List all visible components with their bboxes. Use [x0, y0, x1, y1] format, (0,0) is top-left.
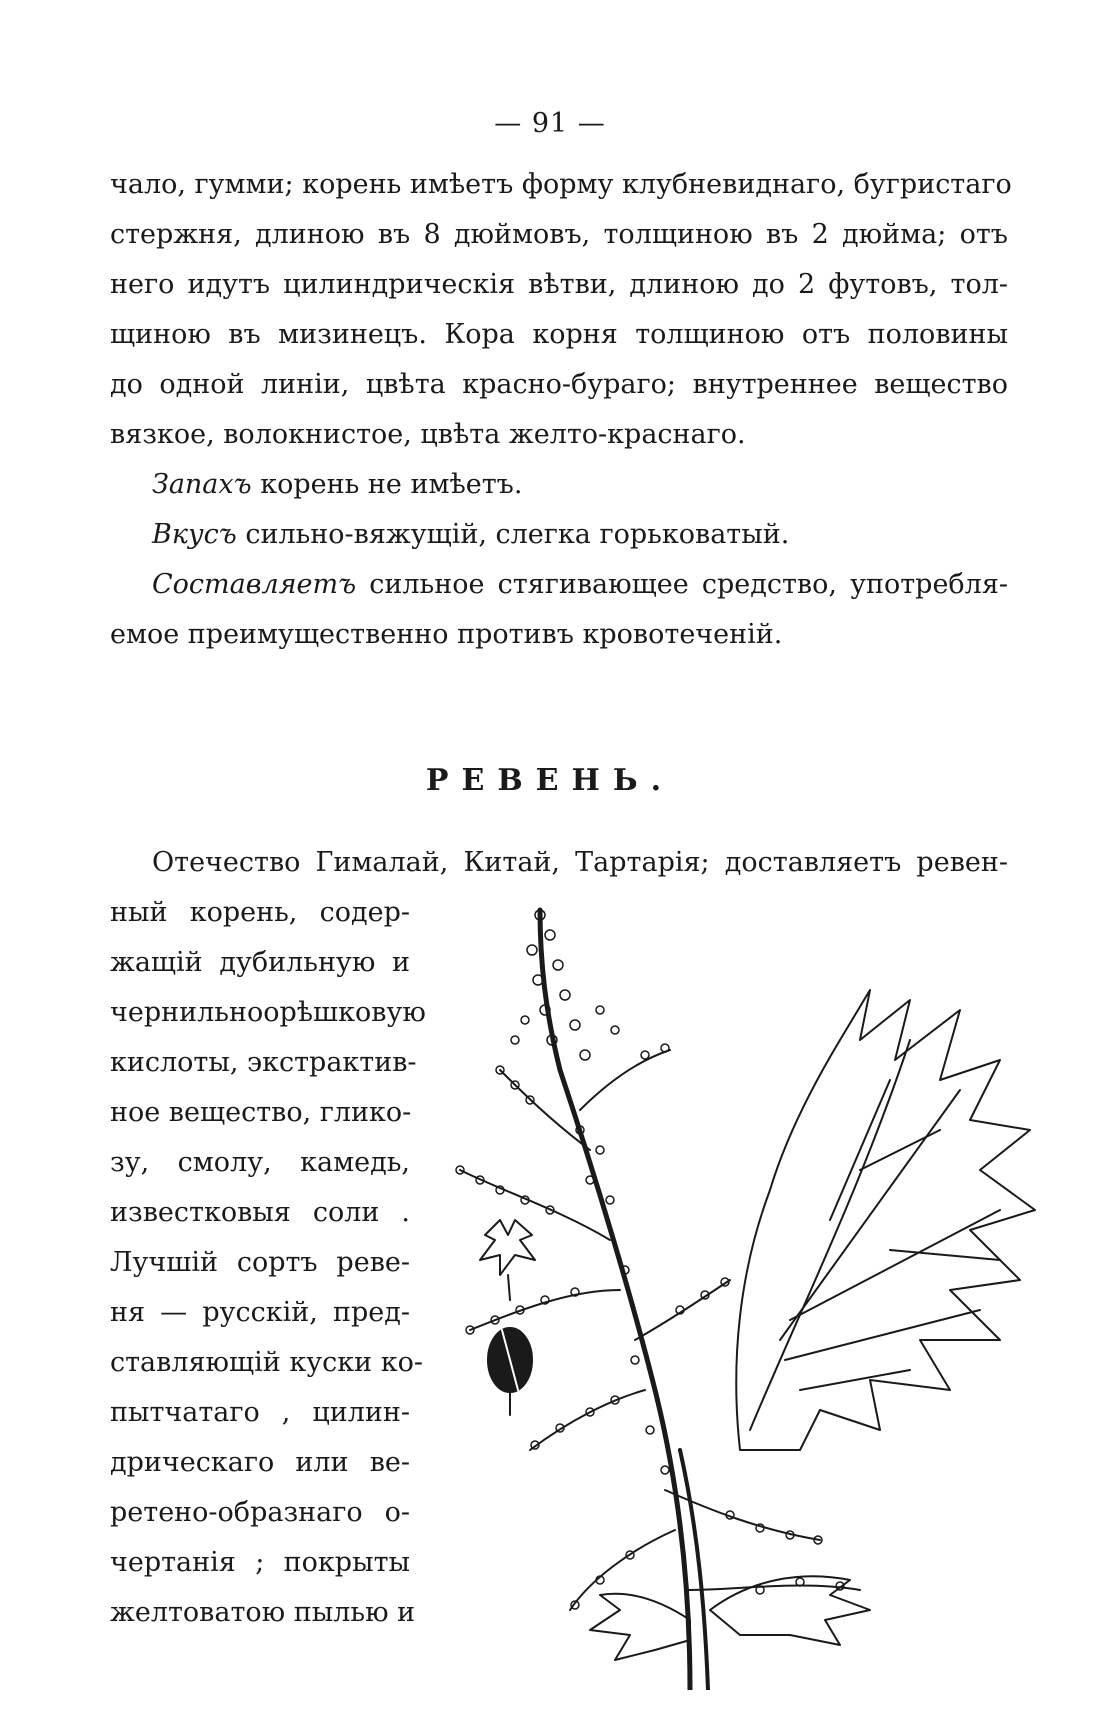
text-line: щиною въ мизинецъ. Кора корня толщиною отъ половины: [110, 319, 1008, 350]
use-text: сильное стягивающее средство, употребля-: [356, 569, 1008, 600]
text-line: зу, смолу, камедь,: [110, 1147, 410, 1178]
text-line: чернильноорѣшковую: [110, 997, 426, 1028]
flower-clusters: [456, 910, 844, 1609]
taste-term: Вкусъ: [152, 519, 237, 550]
text-line: желтоватою пылью и: [110, 1597, 416, 1628]
text-line: ставляющій куски ко-: [110, 1347, 423, 1378]
text-line: жащій дубильную и: [110, 947, 410, 978]
text-line: ный корень, содер-: [110, 897, 410, 928]
text-line: известковыя соли .: [110, 1197, 410, 1228]
text-line: кислоты, экстрактив-: [110, 1047, 417, 1078]
paragraph-properties: [110, 460, 1008, 660]
text-line: чало, гумми; корень имѣетъ форму клубневиднаго, бугристаго: [110, 169, 1012, 200]
page-number: — 91 —: [494, 108, 606, 139]
smell-text: корень не имѣетъ.: [251, 469, 523, 500]
paragraph-root-description: [110, 160, 1012, 460]
text-line: него идутъ цилиндрическія вѣтви, длиною до 2 футовъ, тол-: [110, 269, 1008, 300]
rhubarb-intro: [110, 838, 1008, 888]
flower-detail: [480, 1220, 535, 1275]
text-line: Отечество Гималай, Китай, Тартарія; доставляетъ ревен-: [152, 847, 1008, 878]
text-line: стержня, длиною въ 8 дюймовъ, толщиною въ 2 дюйма; отъ: [110, 219, 1008, 250]
leaf-large: [736, 990, 1035, 1450]
text-line: ня — русскій, пред-: [110, 1297, 410, 1328]
text-line: до одной линіи, цвѣта красно-бураго; внутреннее вещество: [110, 369, 1008, 400]
stem: [540, 910, 690, 1690]
text-line: пытчатаго , цилин-: [110, 1397, 410, 1428]
use-line-1: [110, 560, 1008, 610]
text-line: дрическаго или ве-: [110, 1447, 410, 1478]
use-line-2: емое преимущественно противъ кровотеченій.: [110, 619, 783, 650]
text-line: чертанія ; покрыты: [110, 1547, 410, 1578]
text-line: ретено-образнаго о-: [110, 1497, 410, 1528]
smell-term: Запахъ: [152, 469, 252, 500]
text-line: Лучшій сортъ реве-: [110, 1247, 410, 1278]
text-line: вязкое, волокнистое, цвѣта желто-краснаго.: [110, 419, 746, 450]
section-heading: РЕВЕНЬ.: [425, 763, 675, 798]
use-term: Составляетъ: [152, 569, 357, 600]
taste-text: сильно-вяжущій, слегка горьковатый.: [236, 519, 790, 550]
smell-line: [110, 460, 1008, 510]
text-line: ное вещество, глико-: [110, 1097, 412, 1128]
rhubarb-column-text: [110, 888, 426, 1638]
taste-line: [110, 510, 1008, 560]
rhubarb-illustration: [440, 890, 1040, 1690]
